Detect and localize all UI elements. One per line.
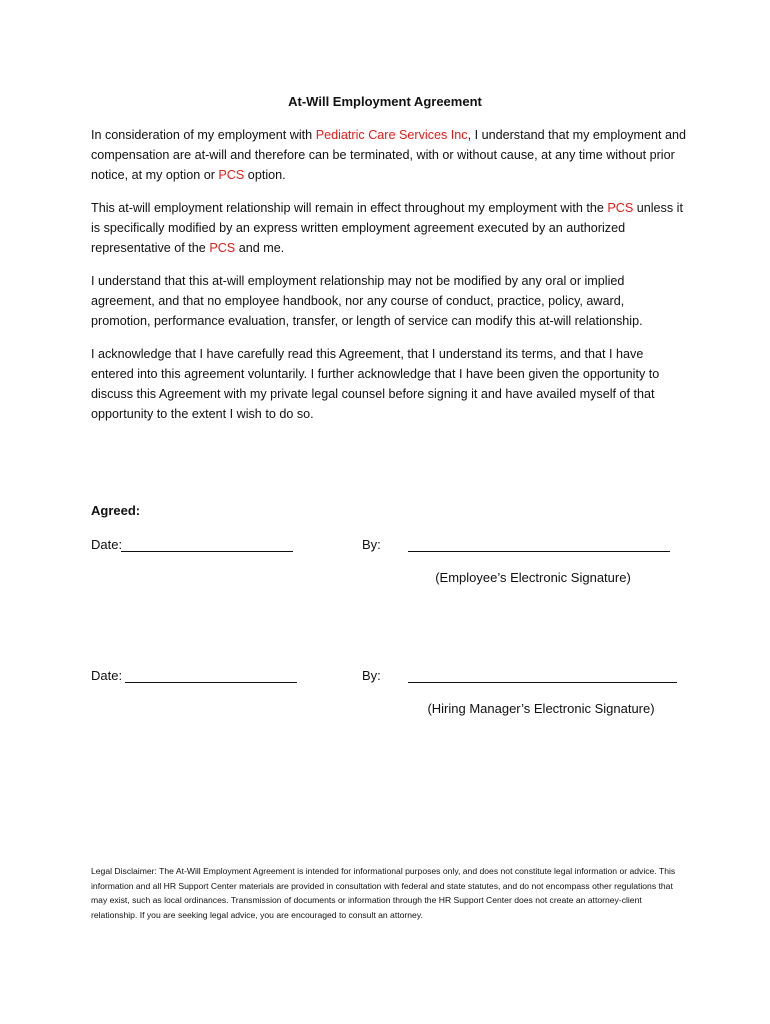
- employee-by-label: By:: [362, 537, 381, 552]
- paragraph-text: and me.: [235, 241, 285, 255]
- company-name: Pediatric Care Services Inc: [315, 128, 468, 142]
- employee-signature-caption: (Employee’s Electronic Signature): [435, 570, 631, 585]
- paragraph-acknowledgement: I acknowledge that I have carefully read this Agreement, that I understand its terms, and that I have entered into this agreement voluntarily. I further acknowledge that I have been given the opportunity to discuss this Agreement with my private legal counsel before signing it and have availed myself of that opportunity to the extent I wish to do so.: [91, 347, 660, 421]
- paragraph-consideration: [91, 125, 687, 185]
- company-abbr: PCS: [607, 201, 634, 215]
- paragraph-text: unless it is specifically modified by an express written employment agreement executed by an authorized representative of the: [91, 201, 683, 255]
- manager-signature-caption: (Hiring Manager’s Electronic Signature): [427, 701, 655, 716]
- document-title: At-Will Employment Agreement: [288, 94, 482, 109]
- employee-date-field[interactable]: [121, 551, 293, 552]
- agreed-heading: Agreed:: [91, 503, 141, 518]
- employee-date-label: Date:: [91, 537, 123, 552]
- employee-signature-field[interactable]: [408, 551, 670, 552]
- manager-date-label: Date:: [91, 668, 123, 683]
- legal-disclaimer: Legal Disclaimer: The At-Will Employment Agreement is intended for informational purposes only, and does not constitute legal information or advice. This information and all HR Support Center materials are provided in consultation with federal and state statutes, and do not encompass other regulations that may exist, such as local ordinances. Transmission of documents or information through the HR Support Center does not create an attorney-client relationship. If you are seeking legal advice, you are encouraged to consult an attorney.: [91, 866, 676, 920]
- manager-signature-field[interactable]: [408, 682, 677, 683]
- paragraph-text: In consideration of my employment with: [91, 128, 316, 142]
- paragraph-text: , I understand that my employment and compensation are at-will and therefore can be terminated, with or without cause, at any time without prior notice, at my option or: [91, 128, 687, 182]
- paragraph-text: option.: [244, 168, 286, 182]
- company-abbr: PCS: [209, 241, 236, 255]
- paragraph-no-modification: I understand that this at-will employment relationship may not be modified by any oral or implied agreement, and that no employee handbook, nor any course of conduct, practice, policy, award, promotion, performance evaluation, transfer, or length of service can modify this at-will relationship.: [91, 274, 643, 328]
- company-abbr: PCS: [218, 168, 245, 182]
- manager-date-field[interactable]: [125, 682, 297, 683]
- paragraph-relationship: [91, 198, 687, 258]
- paragraph-text: This at-will employment relationship will remain in effect throughout my employment with the: [91, 201, 608, 215]
- manager-by-label: By:: [362, 668, 381, 683]
